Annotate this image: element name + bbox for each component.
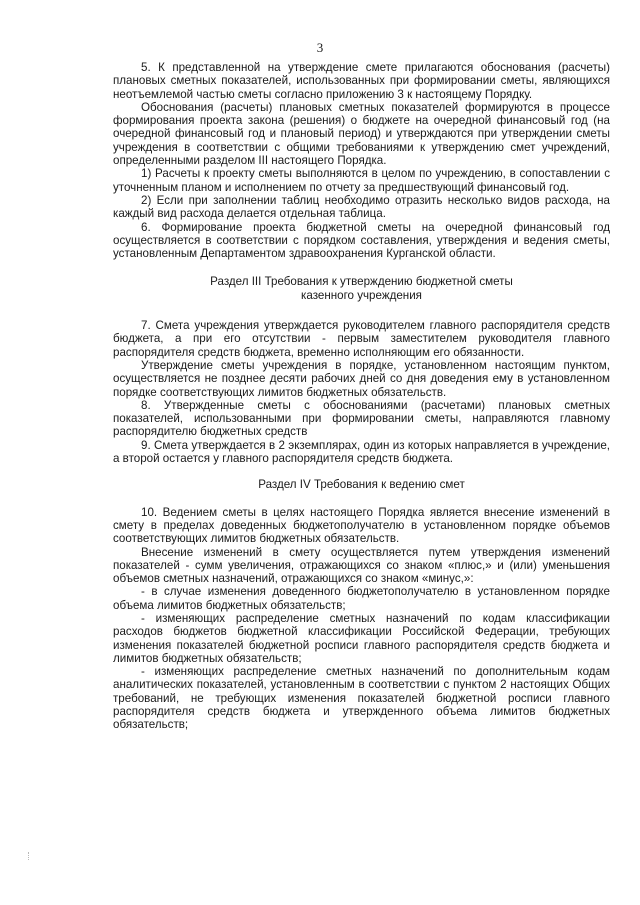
section-4-heading: Раздел IV Требования к ведению смет (258, 478, 465, 492)
paragraph-calc-2: 2) Если при заполнении таблиц необходимо отразить несколько видов расхода, на каждый вид расхода делается отдельная таблица. (113, 193, 610, 221)
paragraph-9: 9. Смета утверждается в 2 экземплярах, один из которых направляется в учреждение, а второй остается у главного распорядителя средств бюджета. (113, 438, 610, 466)
document-body (113, 61, 610, 732)
paragraph-6: 6. Формирование проекта бюджетной сметы на очередной финансовый год осуществляется в соответствии с порядком составления, утверждения и ведения сметы, установленным Департаментом здравоохранения Курганской области. (113, 220, 610, 261)
section-3-heading-line-2: казенного учреждения (301, 288, 422, 302)
paragraph-changes: Внесение изменений в смету осуществляется путем утверждения изменений показателей - сумм увеличения, отражающихся со знаком «плюс,» и (или) уменьшения объемов сметных назначений, отражающихся со знаком «минус,»: (113, 545, 610, 586)
page-number: 3 (316, 40, 324, 55)
section-3-heading (113, 275, 610, 302)
paragraph-calc-1: 1) Расчеты к проекту сметы выполняются в целом по учреждению, в сопоставлении с уточненным планом и исполнением по отчету за предшествующий финансовый год. (113, 167, 610, 194)
paragraph-10: 10. Ведением сметы в целях настоящего Порядка является внесение изменений в смету в пределах доведенных бюджетополучателю в установленном порядке объемов соответствующих лимитов бюджетных обязательств. (113, 505, 610, 546)
list-item-classification-change: - изменяющих распределение сметных назначений по кодам классификации расходов бюджетов бюджетной классификации Российской Федерации, требующих изменения показателей бюджетной росписи главного распорядителя средств бюджета и лимитов бюджетных обязательств; (113, 611, 610, 665)
section-3-heading-line-1: Раздел III Требования к утверждению бюджетной сметы (210, 275, 513, 289)
paragraph-7: 7. Смета учреждения утверждается руководителем главного распорядителя средств бюджета, а при его отсутствии - первым заместителем руководителя главного распорядителя средств бюджета, временно исполняющим его обязанности. (113, 319, 610, 359)
paragraph-approval-deadline: Утверждение сметы учреждения в порядке, установленном настоящим пунктом, осуществляется не позднее десяти рабочих дней со дня доведения ему в установленном порядке соответствующих лимитов бюджетных обязательств. (113, 358, 610, 399)
paragraph-5: 5. К представленной на утверждение смете прилагаются обоснования (расчеты) плановых сметных показателей, использованных при формировании сметы, являющихся неотъемлемой частью сметы согласно приложению 3 к настоящему Порядку. (113, 61, 610, 101)
scan-margin-mark (28, 852, 30, 860)
paragraph-8: 8. Утвержденные сметы с обоснованиями (расчетами) плановых сметных показателей, использованными при формировании сметы, направляются главному распорядителю бюджетных средств (113, 398, 610, 439)
list-item-analytic-codes-change: - изменяющих распределение сметных назначений по дополнительным кодам аналитических показателей, установленным в соответствии с пунктом 2 настоящих Общих требований, не требующих изменения показателей бюджетной росписи главного распорядителя средств бюджета и утвержденного объема лимитов бюджетных обязательств; (113, 665, 610, 732)
list-item-limits-change: - в случае изменения доведенного бюджетополучателю в установленном порядке объема лимитов бюджетных обязательств; (113, 585, 610, 612)
paragraph-justifications: Обоснования (расчеты) плановых сметных показателей формируются в процессе формирования проекта закона (решения) о бюджете на очередной финансовый год (на очередной финансовый год и плановый период) и утверждаются при утверждении сметы учреждения в соответствии с общими требованиями к утверждению смет учреждений, определенными разделом III настоящего Порядка. (113, 100, 610, 168)
